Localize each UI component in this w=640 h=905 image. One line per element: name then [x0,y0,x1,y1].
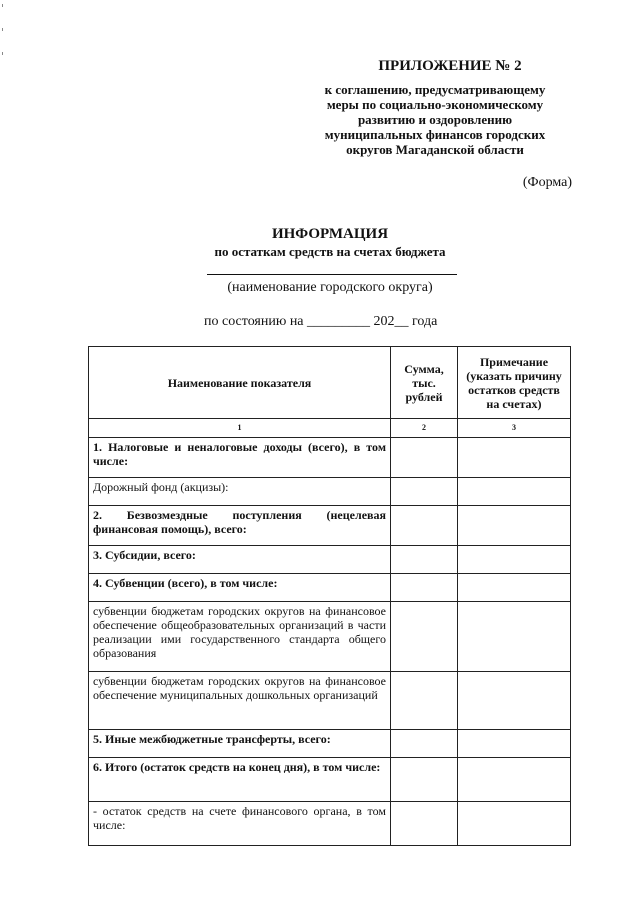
appendix-subtitle-line: округов Магаданской области [346,142,524,157]
row-label: 2. Безвозмездные поступления (нецелевая финансовая помощь), всего: [89,506,391,546]
amount-cell[interactable] [391,802,458,846]
table-row [89,574,571,602]
scan-mark [2,4,3,7]
row-label: 6. Итого (остаток средств на конец дня), в том числе: [89,758,391,802]
scan-mark [2,28,3,31]
note-cell[interactable] [458,672,571,730]
row-label: 5. Иные межбюджетные трансферты, всего: [89,730,391,758]
amount-cell[interactable] [391,602,458,672]
note-cell[interactable] [458,730,571,758]
appendix-subtitle-line: к соглашению, предусматривающему [324,82,546,97]
table-row [89,758,571,802]
table-row [89,438,571,478]
amount-cell[interactable] [391,506,458,546]
column-number-row [89,419,571,438]
note-cell[interactable] [458,574,571,602]
note-cell[interactable] [458,478,571,506]
note-cell[interactable] [458,546,571,574]
table-row [89,672,571,730]
row-label: Дорожный фонд (акцизы): [89,478,391,506]
scan-mark [2,52,3,55]
form-note: (Форма) [522,175,572,190]
table-row [89,546,571,574]
header-indicator-name: Наименование показателя [89,347,391,419]
row-label: 1. Налоговые и неналоговые доходы (всего), в том числе: [89,438,391,478]
appendix-subtitle-line: развитию и оздоровлению [357,112,513,127]
column-number: 3 [458,419,571,438]
column-number: 1 [89,419,391,438]
amount-cell[interactable] [391,438,458,478]
note-cell[interactable] [458,438,571,478]
balances-table [88,346,571,846]
document-subtitle: по остаткам средств на счетах бюджета [214,244,446,259]
table-header-row [89,347,571,419]
amount-cell[interactable] [391,672,458,730]
name-underline [207,274,457,275]
row-label: субвенции бюджетам городских округов на финансовое обеспечение общеобразовательных организаций в части реализации ими государственного стандарта общего образования [89,602,391,672]
appendix-subtitle-line: муниципальных финансов городских [324,127,546,142]
column-number: 2 [391,419,458,438]
name-caption: (наименование городского округа) [227,280,433,295]
table-row [89,802,571,846]
row-label: 3. Субсидии, всего: [89,546,391,574]
table-row [89,506,571,546]
amount-cell[interactable] [391,730,458,758]
note-cell[interactable] [458,602,571,672]
appendix-subtitle [285,82,585,157]
note-cell[interactable] [458,802,571,846]
table-row [89,478,571,506]
amount-cell[interactable] [391,574,458,602]
amount-cell[interactable] [391,546,458,574]
note-cell[interactable] [458,758,571,802]
appendix-subtitle-line: меры по социально-экономическому [326,97,544,112]
table-row [89,602,571,672]
date-line: по состоянию на _________ 202__ года [204,314,438,329]
document-title: ИНФОРМАЦИЯ [271,226,389,242]
row-label: субвенции бюджетам городских округов на финансовое обеспечение муниципальных дошкольных организаций [89,672,391,730]
header-note: Примечание (указать причину остатков средств на счетах) [458,347,571,419]
amount-cell[interactable] [391,758,458,802]
amount-cell[interactable] [391,478,458,506]
row-label: 4. Субвенции (всего), в том числе: [89,574,391,602]
note-cell[interactable] [458,506,571,546]
appendix-title: ПРИЛОЖЕНИЕ № 2 [378,58,522,74]
row-label: - остаток средств на счете финансового органа, в том числе: [89,802,391,846]
table-row [89,730,571,758]
header-amount: Сумма, тыс. рублей [391,347,458,419]
